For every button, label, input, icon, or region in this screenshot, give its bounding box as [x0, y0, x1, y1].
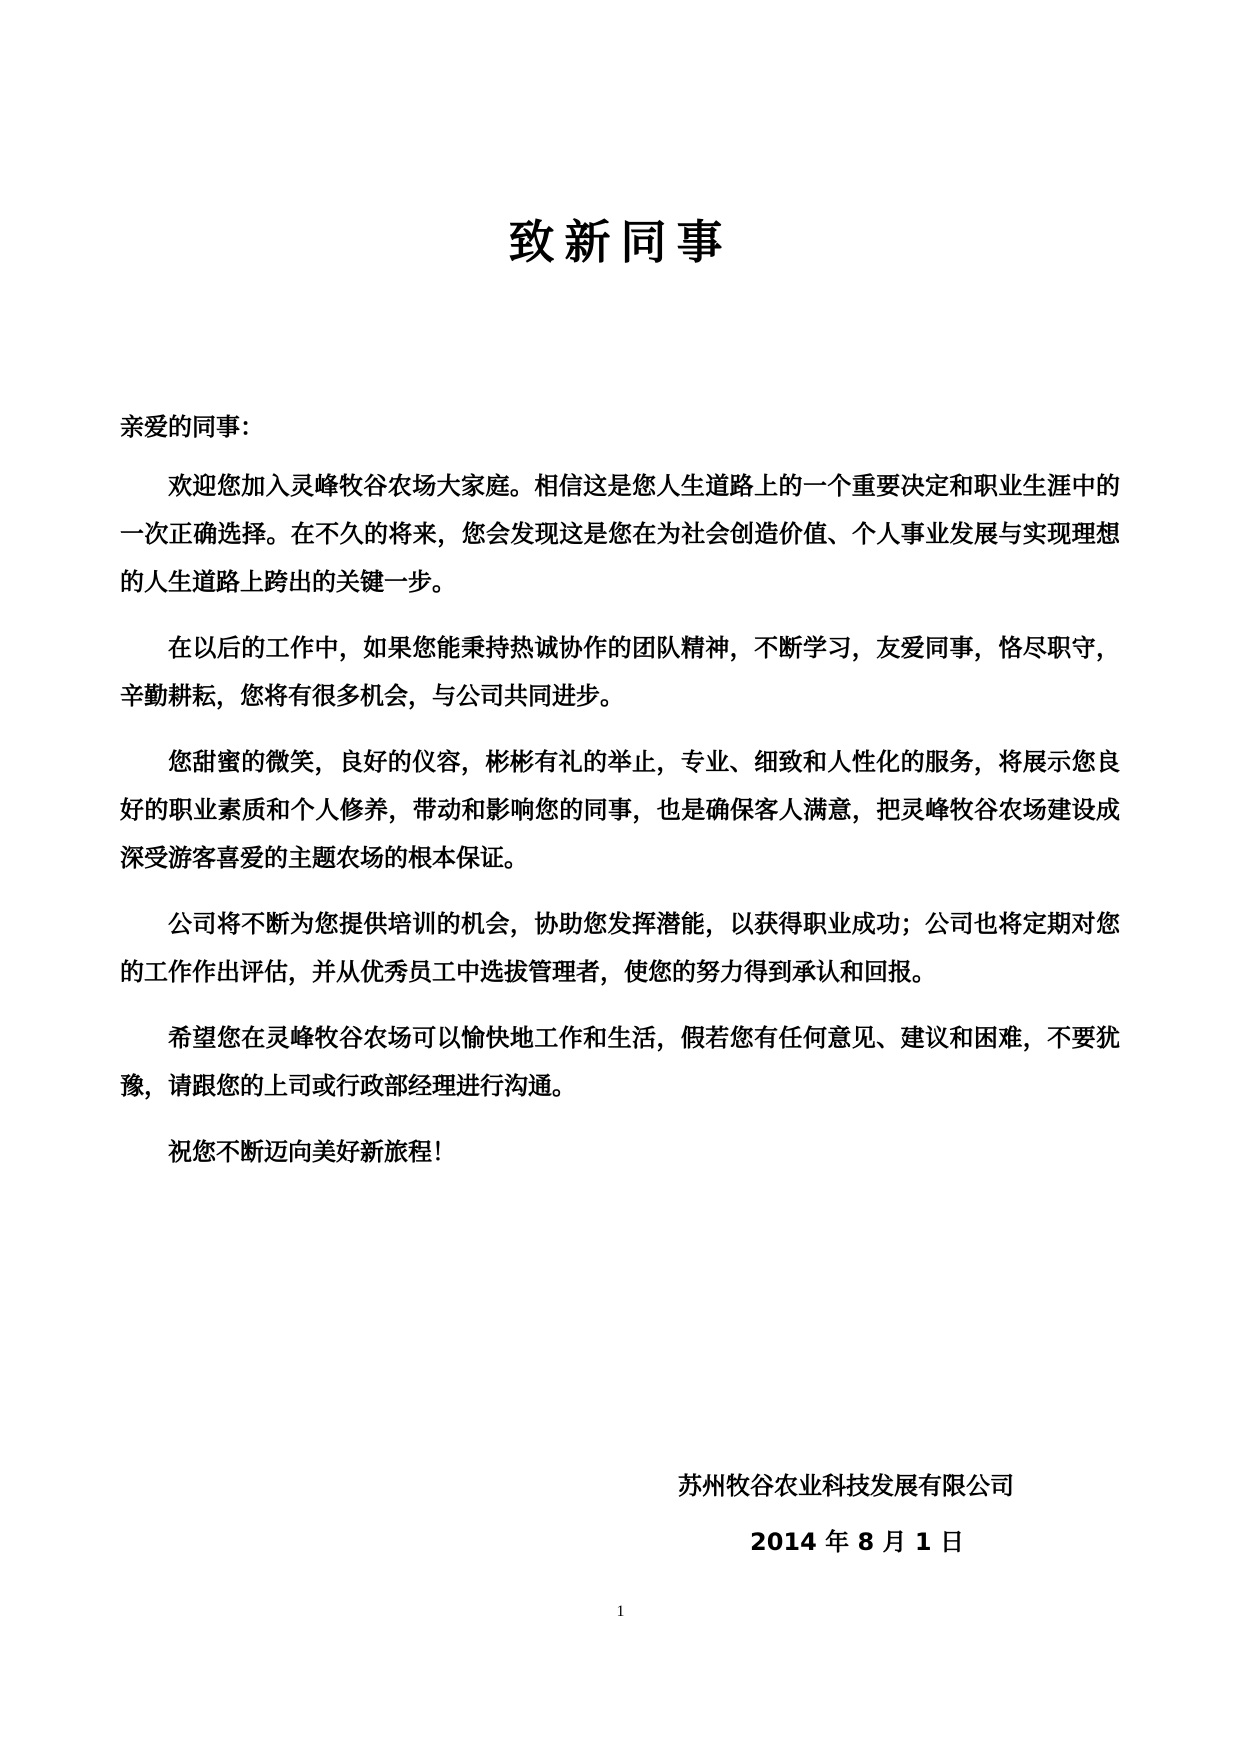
- paragraph-training: 公司将不断为您提供培训的机会，协助您发挥潜能，以获得职业成功；公司也将定期对您的工作作出评估，并从优秀员工中选拔管理者，使您的努力得到承认和回报。: [120, 910, 1120, 986]
- letter-body: [120, 462, 1120, 1194]
- salutation: 亲爱的同事：: [120, 413, 264, 441]
- paragraph-closing-wish: 祝您不断迈向美好新旅程！: [168, 1138, 456, 1166]
- signature-company: 苏州牧谷农业科技发展有限公司: [678, 1472, 1014, 1500]
- signature-date: 2014 年 8 月 1 日: [750, 1528, 964, 1556]
- page-number: 1: [616, 1603, 625, 1620]
- paragraph-teamwork: 在以后的工作中，如果您能秉持热诚协作的团队精神，不断学习，友爱同事，恪尽职守，辛勤耕耘，您将有很多机会，与公司共同进步。: [120, 634, 1120, 710]
- paragraph-service: 您甜蜜的微笑，良好的仪容，彬彬有礼的举止，专业、细致和人性化的服务，将展示您良好的职业素质和个人修养，带动和影响您的同事，也是确保客人满意，把灵峰牧谷农场建设成深受游客喜爱的主题农场的根本保证。: [120, 748, 1120, 872]
- paragraph-communication: 希望您在灵峰牧谷农场可以愉快地工作和生活，假若您有任何意见、建议和困难，不要犹豫，请跟您的上司或行政部经理进行沟通。: [120, 1024, 1120, 1100]
- letter-title: 致新同事: [508, 215, 733, 269]
- paragraph-welcome: 欢迎您加入灵峰牧谷农场大家庭。相信这是您人生道路上的一个重要决定和职业生涯中的一次正确选择。在不久的将来，您会发现这是您在为社会创造价值、个人事业发展与实现理想的人生道路上跨出的关键一步。: [120, 472, 1120, 596]
